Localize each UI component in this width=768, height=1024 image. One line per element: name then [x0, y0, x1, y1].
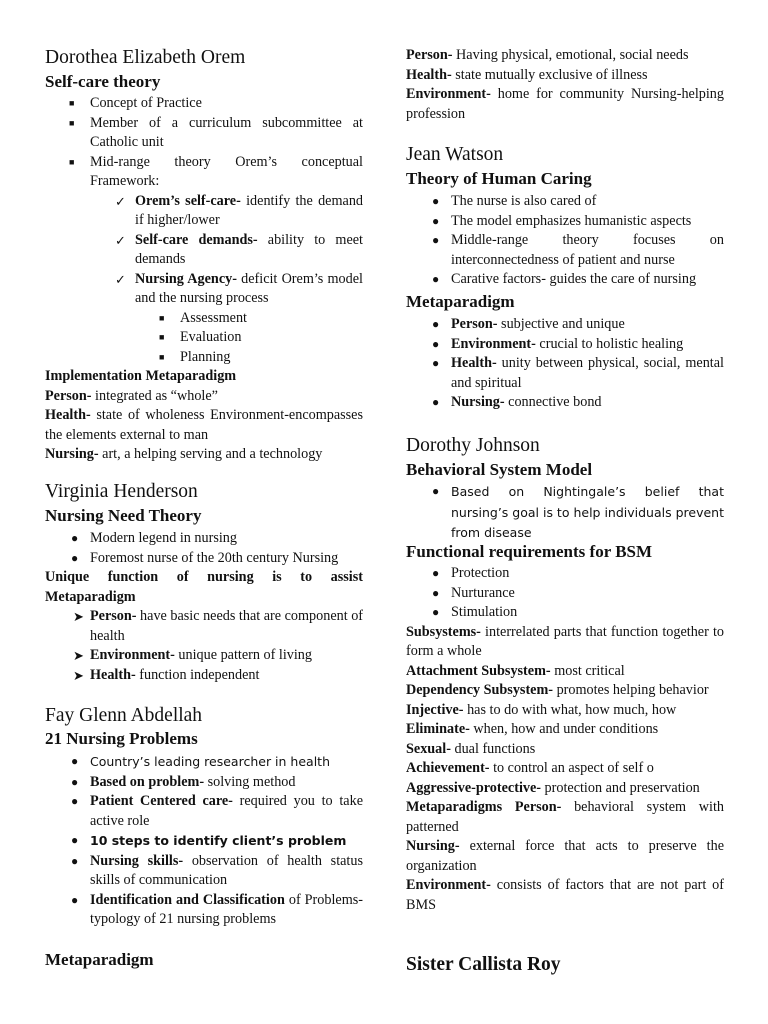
list-item: ● Foremost nurse of the 20th century Nursing — [45, 549, 363, 569]
bullet-icon: ● — [432, 233, 440, 247]
abdellah-content — [45, 752, 363, 930]
list-item: ● 10 steps to identify client’s problem — [45, 831, 363, 852]
list-item: ■ Evaluation — [45, 328, 363, 348]
person-line: Person- integrated as “whole” — [45, 387, 218, 404]
definition-line: Aggressive-protective- protection and preservation — [406, 779, 700, 796]
johnson-definitions — [406, 564, 724, 915]
arrow-bullet-icon: ➤ — [73, 648, 84, 663]
bullet-icon: ● — [432, 317, 440, 331]
list-item: ● Based on Nightingale’s belief that nursing’s goal is to help individuals prevent from disease — [432, 484, 724, 540]
orem-theory-heading: Self-care theory — [45, 72, 161, 91]
continued-metaparadigm — [406, 46, 724, 124]
bullet-icon: ● — [432, 213, 440, 228]
bullet-icon: ● — [432, 484, 440, 498]
square-bullet-icon: ■ — [69, 156, 75, 167]
list-item: ● Nursing- connective bond — [406, 393, 724, 413]
list-item: ● Identification and Classification of Problems- typology of 21 nursing problems — [71, 891, 363, 927]
watson-content — [406, 192, 724, 290]
bullet-icon: ● — [71, 794, 79, 808]
list-item: ■ Planning — [45, 348, 363, 368]
arrow-bullet-icon: ➤ — [73, 667, 84, 683]
watson-metaparadigm-content — [406, 315, 724, 413]
watson-metaparadigm-heading: Metaparadigm — [406, 292, 515, 311]
list-item: ■ Assessment — [45, 309, 363, 329]
definition-line: Dependency Subsystem- promotes helping behavior — [406, 682, 709, 698]
environment-line: Environment- home for community Nursing-helping profession — [406, 86, 724, 122]
unique-function-line: Unique function of nursing is to assist Metaparadigm — [45, 569, 363, 605]
watson-heading: Jean Watson — [406, 144, 504, 165]
list-item: ● Protection — [406, 564, 724, 584]
list-item: ● Middle-range theory focuses on interconnectedness of patient and nurse — [432, 232, 724, 268]
definition-line: Attachment Subsystem- most critical — [406, 662, 625, 679]
list-item: ● Patient Centered care- required you to take active role — [71, 793, 363, 829]
list-item: ✓ Nursing Agency- deficit Orem’s model and the nursing process — [115, 270, 363, 306]
list-item: ➤ Health- function independent — [45, 666, 363, 686]
list-item: ■ Member of a curriculum subcommittee at Catholic unit — [69, 114, 363, 150]
bullet-icon: ● — [71, 754, 79, 768]
definition-line: Nursing- external force that acts to preserve the organization — [406, 838, 724, 874]
roy-heading: Sister Callista Roy — [406, 954, 561, 975]
johnson-heading: Dorothy Johnson — [406, 435, 540, 456]
list-item: ✓ Orem’s self-care- identify the demand if higher/lower — [115, 192, 364, 228]
list-item: ● Stimulation — [406, 603, 724, 623]
list-item: ● Based on problem- solving method — [45, 773, 363, 793]
bullet-icon: ● — [71, 833, 79, 847]
bullet-icon: ● — [432, 336, 440, 351]
list-item: ● Nurturance — [406, 584, 724, 604]
list-item: ● Modern legend in nursing — [45, 529, 363, 549]
list-item: ➤ Environment- unique pattern of living — [45, 646, 363, 666]
bullet-icon: ● — [71, 531, 79, 545]
bullet-icon: ● — [71, 550, 79, 565]
list-item: ■ Concept of Practice — [45, 94, 363, 114]
implementation-heading: Implementation Metaparadigm — [45, 368, 237, 384]
square-bullet-icon: ■ — [159, 351, 165, 362]
list-item: ● Nursing skills- observation of health status skills of communication — [71, 852, 363, 888]
list-item: ● The model emphasizes humanistic aspects — [406, 212, 724, 232]
bullet-icon: ● — [432, 566, 440, 580]
functional-requirements-heading: Functional requirements for BSM — [406, 542, 653, 561]
list-item: ➤ Person- have basic needs that are component of health — [73, 608, 364, 644]
checkmark-icon: ✓ — [115, 271, 126, 287]
checkmark-icon: ✓ — [115, 193, 126, 209]
bullet-icon: ● — [432, 605, 440, 619]
bullet-icon: ● — [432, 356, 440, 370]
definition-line: Achievement- to control an aspect of self o — [406, 760, 654, 776]
bullet-icon: ● — [71, 853, 79, 868]
health-line: Health- state mutually exclusive of illness — [406, 66, 648, 83]
orem-content — [45, 94, 363, 465]
square-bullet-icon: ■ — [159, 312, 165, 323]
bullet-icon: ● — [432, 395, 440, 409]
square-bullet-icon: ■ — [69, 98, 75, 108]
bullet-icon: ● — [432, 272, 440, 286]
definition-line: Environment- consists of factors that are not part of BMS — [406, 877, 724, 913]
henderson-content — [45, 529, 363, 685]
list-item: ✓ Self-care demands- ability to meet demands — [115, 231, 363, 267]
bullet-icon: ● — [71, 892, 79, 907]
bullet-icon: ● — [432, 585, 440, 600]
list-item: ■ Mid-range theory Orem’s conceptual Framework: — [69, 153, 363, 189]
henderson-heading: Virginia Henderson — [45, 481, 198, 502]
person-line: Person- Having physical, emotional, social needs — [406, 47, 689, 63]
health-line: Health- state of wholeness Environment-encompasses the elements external to man — [45, 407, 363, 443]
bullet-icon: ● — [71, 774, 79, 789]
list-item: ● Person- subjective and unique — [406, 315, 724, 335]
definition-line: Metaparadigms Person- behavioral system with patterned — [406, 799, 724, 835]
definition-line: Sexual- dual functions — [406, 740, 536, 757]
square-bullet-icon: ■ — [69, 117, 75, 128]
list-item: ● Environment- crucial to holistic healing — [406, 335, 724, 355]
henderson-theory-heading: Nursing Need Theory — [45, 506, 202, 525]
list-item: ● Carative factors- guides the care of nursing — [406, 270, 724, 290]
metaparadigm-heading: Metaparadigm — [45, 950, 154, 969]
johnson-content — [406, 482, 724, 544]
arrow-bullet-icon: ➤ — [73, 609, 84, 624]
list-item: ● Country’s leading researcher in health — [45, 752, 363, 773]
list-item: ● Health- unity between physical, social, mental and spiritual — [432, 355, 724, 391]
list-item: ● The nurse is also cared of — [406, 192, 724, 212]
abdellah-theory-heading: 21 Nursing Problems — [45, 729, 198, 748]
square-bullet-icon: ■ — [159, 332, 165, 342]
checkmark-icon: ✓ — [115, 232, 126, 248]
watson-theory-heading: Theory of Human Caring — [406, 169, 592, 188]
definition-line: Eliminate- when, how and under conditions — [406, 721, 659, 737]
nursing-line: Nursing- art, a helping serving and a technology — [45, 446, 323, 462]
johnson-theory-heading: Behavioral System Model — [406, 460, 593, 479]
definition-line: Subsystems- interrelated parts that function together to form a whole — [406, 623, 724, 659]
bullet-icon: ● — [432, 194, 440, 208]
abdellah-heading: Fay Glenn Abdellah — [45, 705, 203, 726]
orem-heading: Dorothea Elizabeth Orem — [45, 47, 246, 68]
definition-line: Injective- has to do with what, how much, how — [406, 701, 677, 718]
